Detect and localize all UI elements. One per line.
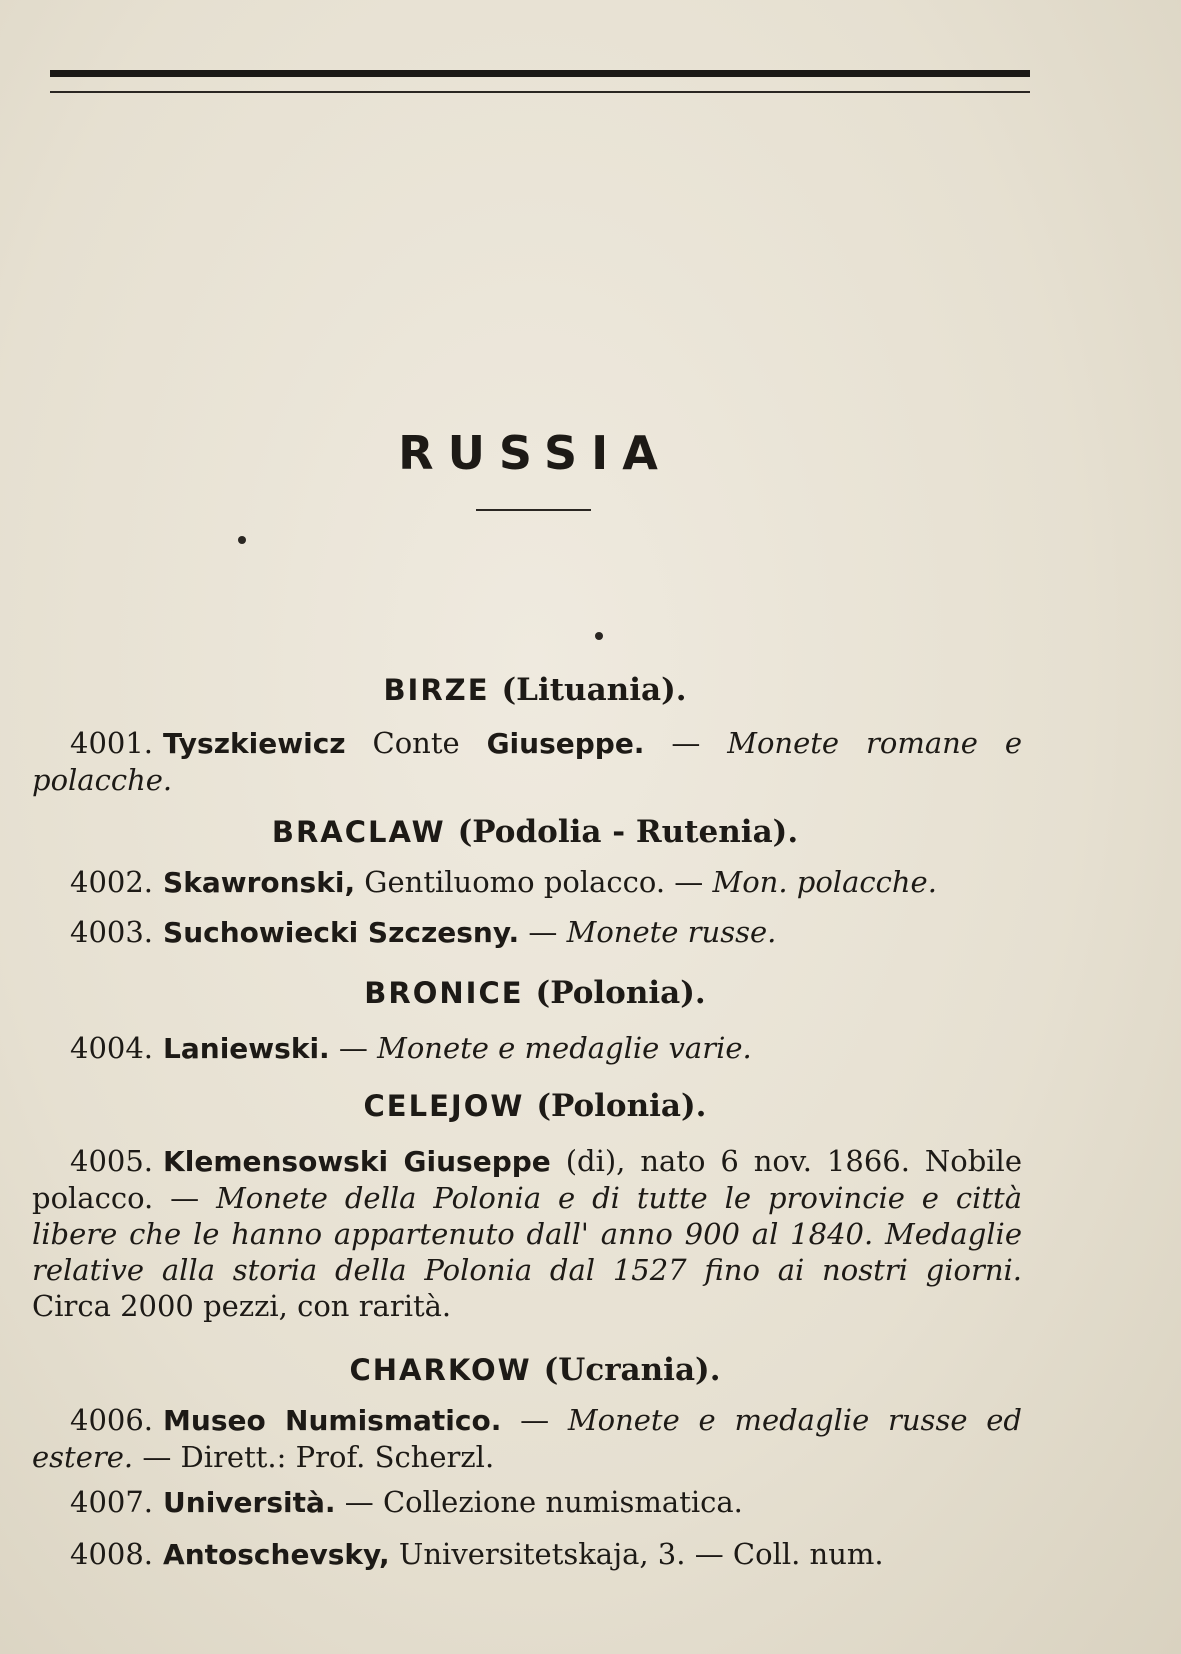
section-place: BRONICE bbox=[364, 976, 524, 1010]
section-region: (Polonia). bbox=[536, 1088, 707, 1124]
entry-separator: — bbox=[335, 1485, 383, 1519]
section-place: BRACLAW bbox=[271, 815, 446, 849]
entry-name: Suchowiecki Szczesny. bbox=[163, 916, 520, 949]
entry-tail: — Dirett.: Prof. Scherzl. bbox=[133, 1440, 495, 1474]
entry-tail: Circa 2000 pezzi, con rarità. bbox=[32, 1289, 452, 1323]
entry-description: Monete e medaglie russe ed estere. bbox=[32, 1403, 1022, 1474]
entry-number: 4002. bbox=[70, 865, 154, 899]
entry-name: Museo Numismatico. bbox=[163, 1404, 502, 1437]
entry-number: 4003. bbox=[70, 915, 154, 949]
entry-description: Mon. polacche. bbox=[712, 865, 937, 899]
entry-tail: Coll. num. bbox=[732, 1537, 884, 1571]
entry-4007 bbox=[32, 1484, 1022, 1521]
entry-4004 bbox=[32, 1030, 1022, 1067]
top-thin-rule bbox=[50, 91, 1030, 93]
entry-description: Monete russe. bbox=[566, 915, 777, 949]
entry-text: Conte bbox=[345, 726, 487, 760]
page-title: RUSSIA bbox=[398, 426, 672, 480]
entry-name: Antoschevsky, bbox=[163, 1538, 390, 1571]
entry-number: 4008. bbox=[70, 1537, 154, 1571]
entry-number: 4007. bbox=[70, 1485, 154, 1519]
entry-name: Tyszkiewicz bbox=[163, 727, 346, 760]
section-region: (Lituania). bbox=[501, 672, 687, 708]
entry-4005 bbox=[32, 1143, 1022, 1324]
section-region: (Podolia - Rutenia). bbox=[457, 814, 799, 850]
entry-number: 4004. bbox=[70, 1031, 154, 1065]
entry-name: Laniewski. bbox=[163, 1032, 330, 1065]
title-rule bbox=[476, 509, 591, 511]
entry-separator: — bbox=[153, 1181, 217, 1215]
entry-number: 4006. bbox=[70, 1403, 154, 1437]
ink-dot bbox=[595, 632, 603, 640]
entry-text: Universitetskaja, 3. bbox=[389, 1537, 686, 1571]
entry-number: 4001. bbox=[70, 726, 154, 760]
entry-name: Klemensowski Giuseppe bbox=[163, 1145, 551, 1178]
entry-name: Skawronski, bbox=[163, 866, 356, 899]
section-region: (Ucrania). bbox=[543, 1352, 721, 1388]
section-heading-birze bbox=[0, 672, 1070, 708]
section-place: BIRZE bbox=[383, 673, 490, 707]
section-place: CHARKOW bbox=[349, 1353, 532, 1387]
entry-separator: — bbox=[329, 1031, 378, 1065]
entry-separator: — bbox=[501, 1403, 568, 1437]
section-heading-braclaw bbox=[0, 814, 1070, 850]
section-place: CELEJOW bbox=[363, 1089, 525, 1123]
entry-description: Monete della Polonia e di tutte le provincie e città libere che le hanno appartenuto dall' anno 900 al 1840. Medaglie relative alla storia della Polonia dal 1527 fino ai nostri giorni. bbox=[32, 1181, 1023, 1287]
entry-4006 bbox=[32, 1402, 1022, 1475]
ink-dot bbox=[238, 536, 246, 544]
entry-description: Monete e medaglie varie. bbox=[377, 1031, 752, 1065]
section-heading-bronice bbox=[0, 975, 1070, 1011]
entry-4008 bbox=[32, 1536, 1022, 1573]
entry-description: Monete romane e polacche. bbox=[32, 726, 1023, 797]
entry-name: Università. bbox=[163, 1486, 336, 1519]
entry-number: 4005. bbox=[70, 1144, 154, 1178]
section-heading-charkow bbox=[0, 1352, 1070, 1388]
entry-name-2: Giuseppe. bbox=[486, 727, 645, 760]
entry-text: (di), nato 6 nov. 1866. Nobile polacco. bbox=[32, 1144, 1022, 1215]
section-heading-celejow bbox=[0, 1088, 1070, 1124]
top-thick-rule bbox=[50, 70, 1030, 77]
entry-4001 bbox=[32, 725, 1022, 798]
entry-separator: — bbox=[519, 915, 567, 949]
entry-separator: — bbox=[685, 1537, 733, 1571]
entry-separator: — bbox=[644, 726, 728, 760]
entry-4002 bbox=[32, 864, 1022, 901]
section-region: (Polonia). bbox=[535, 975, 706, 1011]
entry-separator: — bbox=[665, 865, 713, 899]
entry-text: Gentiluomo polacco. bbox=[355, 865, 666, 899]
entry-4003 bbox=[32, 914, 1022, 951]
entry-tail: Collezione numismatica. bbox=[382, 1485, 743, 1519]
